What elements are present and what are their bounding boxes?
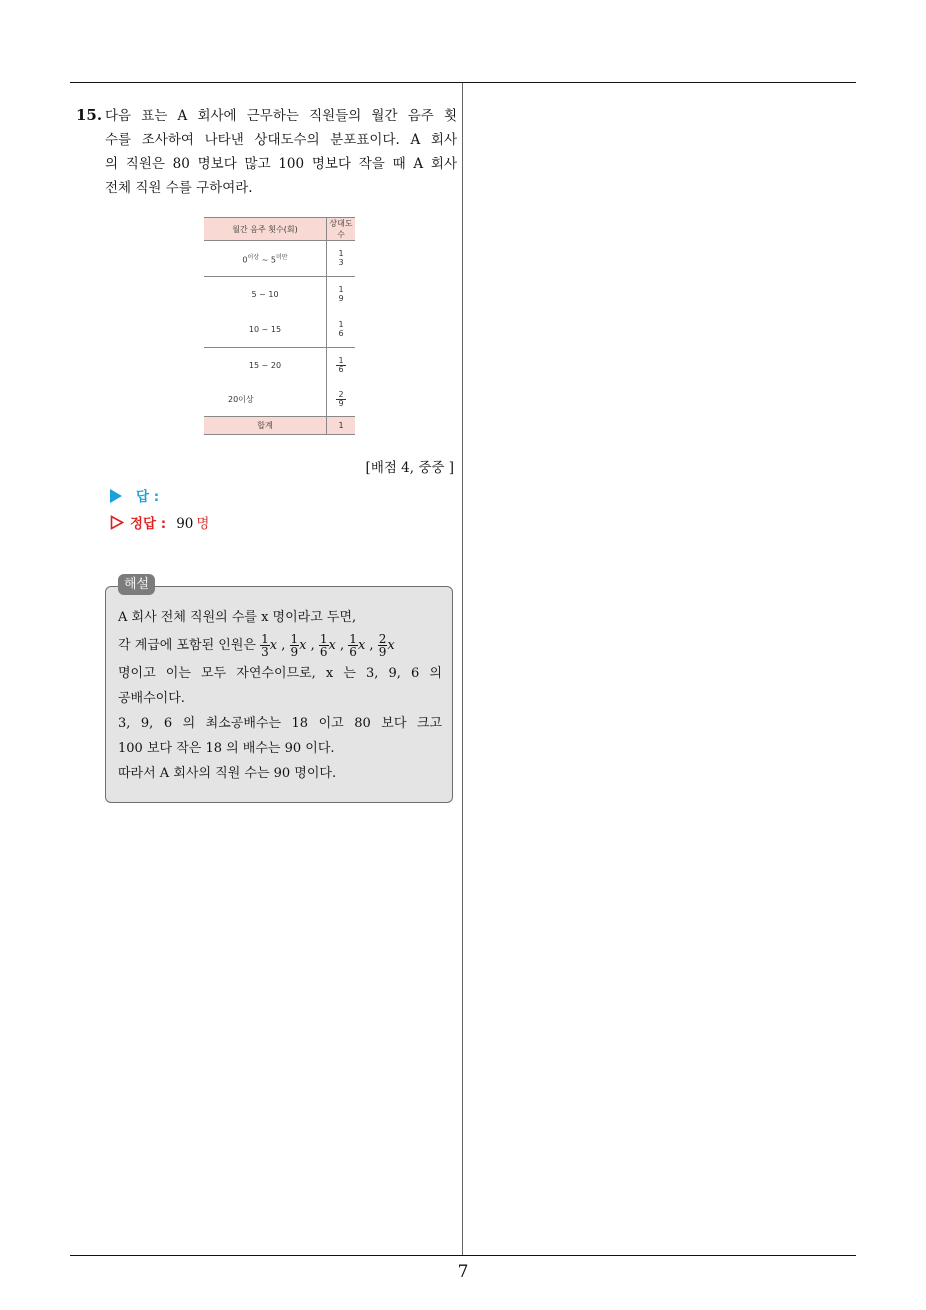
relative-frequency: $\frac{2}{9}$	[338, 389, 344, 408]
footer-rule	[70, 1255, 856, 1256]
class-interval: 5 ~ 10	[204, 277, 327, 313]
relative-frequency: 1 6	[327, 312, 356, 348]
table-header-row	[204, 218, 355, 241]
explanation-text	[118, 605, 442, 786]
column-header-frequency: 상대도수	[327, 218, 356, 241]
answer-row	[110, 485, 159, 505]
explanation-line: A 회사 전체 직원의 수를 x 명이라고 두면,	[118, 610, 357, 625]
correct-answer-label: 정답 :	[130, 516, 167, 532]
total-value: 1	[327, 417, 356, 435]
score-info: [배점 4, 중중 ]	[365, 460, 454, 476]
relative-frequency: 1 9	[338, 285, 344, 303]
column-header-class: 월간 음주 횟수(회)	[204, 218, 327, 241]
correct-answer-value: 90	[176, 516, 194, 532]
class-interval: 15 ~ 20	[204, 348, 327, 384]
explanation-line-fractions: 각 계급에 포함된 인원은 $\frac{1}{3}$ x , $\frac{1}{9}$ x , $\frac{1}{6}$ x , $\frac{1}{6}$ x , $\frac{2}{9}$ x	[118, 632, 395, 659]
header-rule	[70, 82, 856, 83]
correct-answer-unit: 명	[196, 516, 210, 532]
explanation-line: 3, 9, 6 의 최소공배수는 18 이고 80 보다 크고	[118, 716, 442, 731]
relative-frequency: $\frac{1}{6}$	[338, 355, 344, 374]
class-interval: $0^{이상}$ ~ $5^{미만}$	[204, 241, 327, 277]
question-line: 의 직원은 80 명보다 많고 100 명보다 작을 때 A 회사	[105, 156, 457, 172]
correct-answer-row	[110, 512, 209, 532]
explanation-line: 따라서 A 회사의 직원 수는 90 명이다.	[118, 766, 337, 781]
relative-frequency: 1 3	[327, 241, 356, 277]
outline-triangle-icon	[110, 515, 124, 530]
table-row	[204, 277, 355, 313]
class-interval: 10 ~ 15	[204, 312, 327, 348]
table-row	[204, 241, 355, 277]
total-label: 합계	[204, 417, 327, 435]
answer-label: 답 :	[136, 489, 160, 505]
question-text	[105, 104, 457, 200]
question-number: 15.	[76, 106, 103, 124]
table-total-row	[204, 417, 355, 435]
question-line: 수를 조사하여 나타낸 상대도수의 분포표이다. A 회사	[105, 132, 457, 148]
table-row	[204, 312, 355, 348]
question-line: 전체 직원 수를 구하여라.	[105, 180, 253, 196]
table-row	[204, 348, 355, 384]
relative-frequency-table	[204, 217, 355, 435]
page-number: 7	[457, 1262, 469, 1282]
column-divider	[462, 83, 463, 1255]
table-row	[204, 383, 355, 417]
explanation-line: 공배수이다.	[118, 691, 185, 706]
explanation-line: 100 보다 작은 18 의 배수는 90 이다.	[118, 741, 335, 756]
explanation-line: 명이고 이는 모두 자연수이므로, x 는 3, 9, 6 의	[118, 666, 442, 681]
class-interval: 20이상	[204, 383, 327, 417]
explanation-label: 해설	[118, 574, 155, 595]
question-line: 다음 표는 A 회사에 근무하는 직원들의 월간 음주 횟	[105, 108, 457, 124]
play-triangle-icon	[110, 489, 122, 503]
